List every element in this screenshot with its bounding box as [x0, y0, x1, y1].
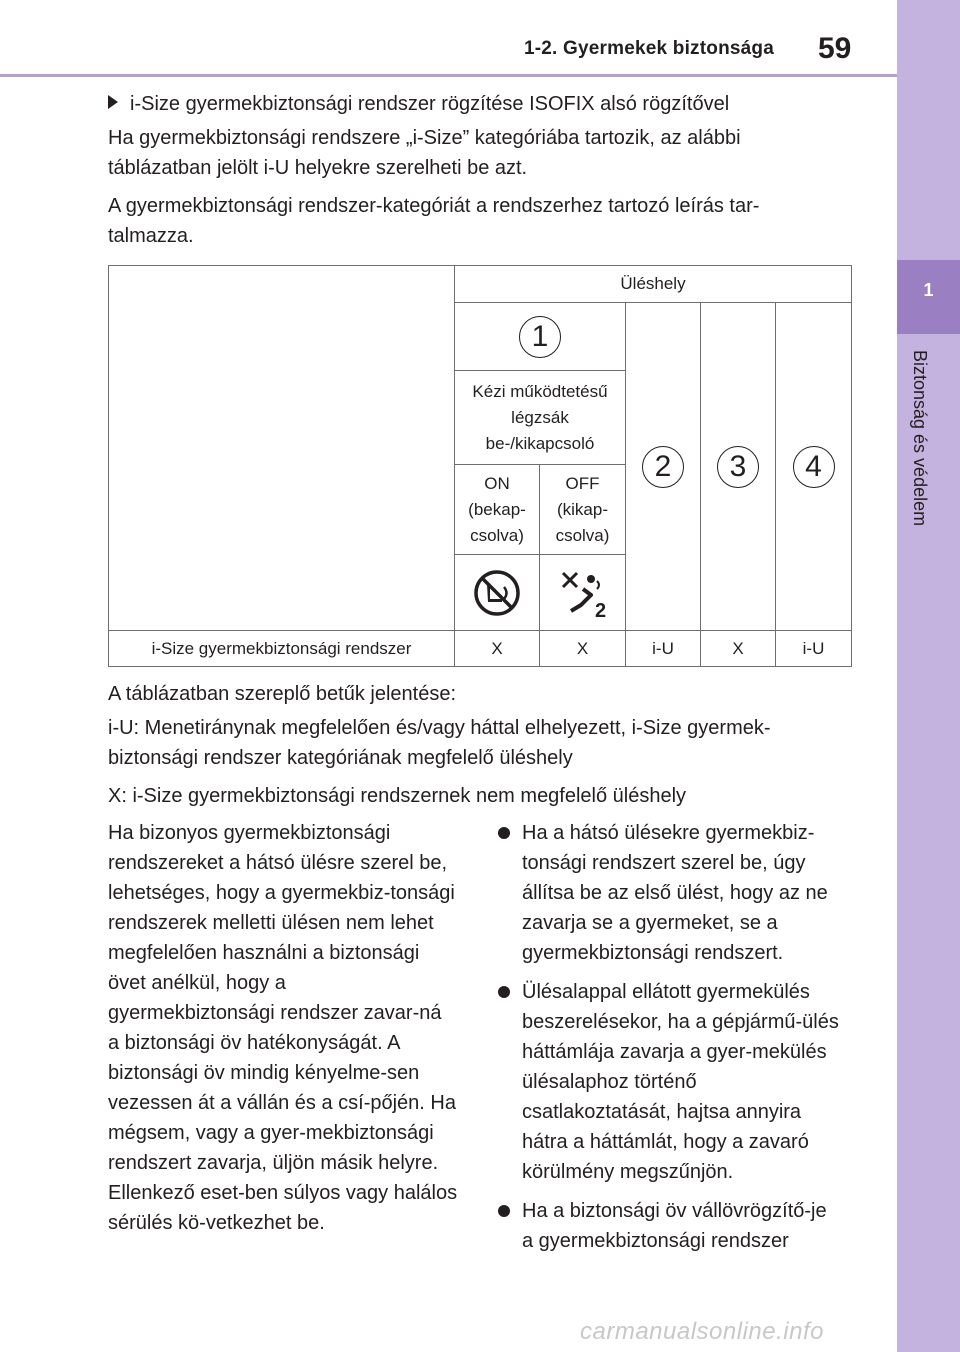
chapter-side-tab [897, 0, 960, 1352]
bullet-text-1: Ha a hátsó ülésekre gyermekbiz-tonsági rendszert szerel be, úgy állítsa be az első ülést, hogy az ne zavarja se a gyermeket, se a gyermekbiztonsági rendszert. [522, 822, 828, 964]
i-size-row-label: i-Size gyermekbiztonsági rendszer [109, 631, 455, 667]
isofix-seating-table [108, 265, 852, 667]
watermark: carmanualsonline.info [580, 1318, 824, 1345]
svg-text:2: 2 [594, 599, 606, 619]
seating-position-header: Üléshely [455, 266, 852, 303]
airbag-switch-label: Kézi működtetésű légzsák be-/kikapcsoló [455, 371, 626, 465]
warning-text: Ha bizonyos gyermekbiztonsági rendszereket a hátsó ülésre szerel be, lehetséges, hogy a gyermekbiz-tonsági rendszerek melletti ülésen nem lehet megfelelően használni a biztonsági övet anélkül, hogy a gyermekbiztonsági rendszer zavar-ná a biztonsági öv hatékonyságát. A biztonsági öv mindig kényelme-sen vezessen át a vállán és a csí-pőjén. Ha mégsem, vagy a gyer-mekbiztonsági rendszert zavarja, üljön másik helyre. Ellenkező eset-ben súlyos vagy halálos sérülés kö-vetkezhet be. [108, 822, 458, 1234]
bullet-list [498, 818, 843, 1265]
table-corner-cell [109, 266, 455, 631]
intro-paragraph-2: A gyermekbiztonsági rendszer-kategóriát a rendszerhez tartozó leírás tar-talmazza. [108, 195, 760, 247]
bullet-dot-icon [498, 1205, 510, 1217]
airbag-on-crossed-seat-icon [473, 569, 521, 617]
bullet-text-3: Ha a biztonsági öv vállövrögzítő-je a gyermekbiztonsági rendszer [522, 1200, 827, 1252]
bullet-text-2: Ülésalappal ellátott gyermekülés beszerelésekor, ha a gépjármű-ülés háttámlája zavarja a gyer-mekülés ülésalaphoz történő csatlakoztatását, hajtsa annyira hátra a háttámlát, hogy a zavaró körülmény megszűnjön. [522, 981, 839, 1183]
list-item [498, 977, 843, 1187]
chapter-title: Biztonság és védelem [910, 350, 930, 527]
page-number: 59 [818, 32, 852, 65]
header-divider [0, 74, 897, 77]
seat-number-4: 4 [793, 446, 835, 488]
row-value-4: X [701, 631, 776, 667]
row-value-2: X [540, 631, 626, 667]
bullet-dot-icon [498, 986, 510, 998]
airbag-off-icon-cell [540, 555, 626, 631]
seat-number-3: 3 [717, 446, 759, 488]
legend-x: X: i-Size gyermekbiztonsági rendszernek nem megfelelő üléshely [108, 785, 687, 807]
switch-on-label: ON (bekap-csolva) [455, 465, 540, 555]
section-heading-text: i-Size gyermekbiztonsági rendszer rögzítése ISOFIX alsó rögzítővel [130, 93, 730, 115]
switch-off-label: OFF (kikap-csolva) [540, 465, 626, 555]
list-item [498, 1196, 843, 1256]
legend-i-u: i-U: Menetiránynak megfelelően és/vagy háttal elhelyezett, i-Size gyermek-biztonsági rendszer kategóriának megfelelő üléshely [108, 717, 771, 769]
section-heading [108, 92, 729, 116]
row-value-3: i-U [626, 631, 701, 667]
seat-2-cell [626, 303, 701, 631]
seat-4-cell [776, 303, 852, 631]
airbag-on-icon-cell [455, 555, 540, 631]
triangle-bullet-icon [108, 95, 118, 109]
chapter-number: 1 [923, 280, 934, 300]
seat-1-cell [455, 303, 626, 371]
bullet-dot-icon [498, 827, 510, 839]
intro-paragraph-1: Ha gyermekbiztonsági rendszere „i-Size” kategóriába tartozik, az alábbi táblázatban jelölt i-U helyekre szerelheti be azt. [108, 127, 741, 179]
row-value-1: X [455, 631, 540, 667]
section-title: 1-2. Gyermekek biztonsága [524, 38, 774, 59]
seat-3-cell [701, 303, 776, 631]
legend-title: A táblázatban szereplő betűk jelentése: [108, 683, 457, 705]
seat-number-1: 1 [519, 316, 561, 358]
passenger-airbag-off-icon [557, 567, 609, 619]
row-value-5: i-U [776, 631, 852, 667]
list-item [498, 818, 843, 968]
seat-number-2: 2 [642, 446, 684, 488]
